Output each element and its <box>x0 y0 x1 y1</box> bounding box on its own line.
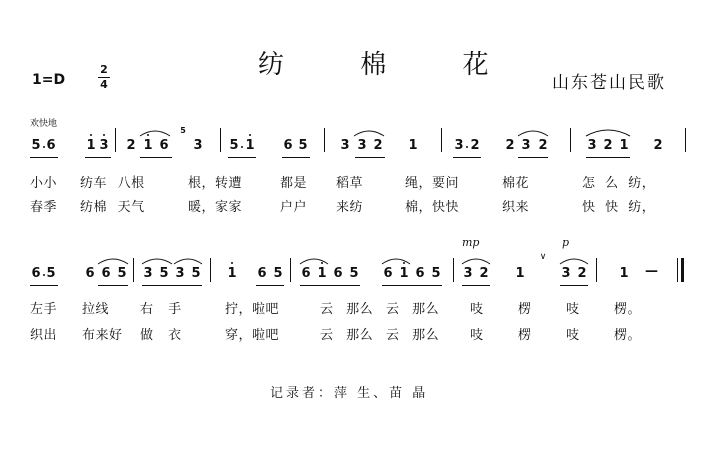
note: 6 <box>159 138 169 153</box>
note: 5 <box>349 266 359 281</box>
lyric: 稻草 <box>336 176 364 191</box>
note: 3 <box>193 138 203 153</box>
lyric: 云 那么 <box>320 328 374 343</box>
lyric: 来纺 <box>336 200 364 215</box>
note: 5 <box>431 266 441 281</box>
dynamic-mark: p <box>562 236 570 249</box>
note: 3 <box>463 266 473 281</box>
note: 1 <box>245 138 255 153</box>
lyric: 楞。 <box>614 328 642 343</box>
note: 3 <box>340 138 350 153</box>
note: 2 <box>603 138 613 153</box>
lyric: 拧，啦吧 <box>225 302 280 317</box>
song-origin: 山东苍山民歌 <box>552 73 666 93</box>
note: 1 <box>619 138 629 153</box>
lyric: 棉花 <box>502 176 530 191</box>
note: 5 <box>191 266 201 281</box>
note: 3 <box>454 138 464 153</box>
lyric: 做 衣 <box>140 328 182 343</box>
note: 5 <box>273 266 283 281</box>
tempo-marking: 欢快地 <box>30 119 58 129</box>
note: 3 <box>561 266 571 281</box>
dynamic-mark: mp <box>462 236 480 249</box>
note: 1 <box>619 266 629 281</box>
note: 2 <box>577 266 587 281</box>
lyric: 织来 <box>502 200 530 215</box>
lyric: 穿，啦吧 <box>225 328 280 343</box>
note: 1 <box>399 266 409 281</box>
breath-mark: ∨ <box>539 252 547 262</box>
lyric: 吱 <box>470 328 484 343</box>
note: 6 <box>31 266 41 281</box>
lyric: 右 手 <box>140 302 182 317</box>
note: 2 <box>373 138 383 153</box>
note: 2 <box>653 138 663 153</box>
lyric: 纺车 八根 <box>80 176 145 191</box>
lyric: 快 快 纺， <box>582 200 656 215</box>
lyric: 云 那么 <box>320 302 374 317</box>
note: 6 <box>283 138 293 153</box>
note: 5 <box>46 266 56 281</box>
lyric: 布来好 <box>82 328 123 343</box>
lyric: 云 那么 <box>386 302 440 317</box>
lyric: 户户 <box>280 200 308 215</box>
note: 5 <box>159 266 169 281</box>
lyric: 纺棉 天气 <box>80 200 145 215</box>
note: 6 <box>333 266 343 281</box>
key-signature: 1=D <box>32 72 66 88</box>
song-title: 纺 棉 花 <box>258 50 523 80</box>
lyric: 吱 <box>566 328 580 343</box>
note: 3 <box>521 138 531 153</box>
note: 3 <box>175 266 185 281</box>
lyric: 绳，要问 <box>405 176 460 191</box>
lyric: 楞 <box>518 302 532 317</box>
note: 1 <box>515 266 525 281</box>
note: 5 <box>117 266 127 281</box>
grace-note: 5 <box>180 126 186 135</box>
meter-bottom: 4 <box>100 78 108 91</box>
note: 3 <box>143 266 153 281</box>
note: 6 <box>301 266 311 281</box>
lyric: 云 那么 <box>386 328 440 343</box>
lyric: 棉，快快 <box>405 200 460 215</box>
meter-top: 2 <box>100 63 108 76</box>
note: 3 <box>357 138 367 153</box>
note: 5 <box>31 138 41 153</box>
lyric: 吱 <box>470 302 484 317</box>
lyric: 拉线 <box>82 302 110 317</box>
note: 2 <box>479 266 489 281</box>
note: 3 <box>99 138 109 153</box>
note: 1 <box>143 138 153 153</box>
note: 2 <box>505 138 515 153</box>
note: 5 <box>298 138 308 153</box>
lyric: 暖，家家 <box>188 200 243 215</box>
lyric: 怎 么 纺， <box>582 176 656 191</box>
lyric: 吱 <box>566 302 580 317</box>
note: 1 <box>86 138 96 153</box>
note: 6 <box>85 266 95 281</box>
note: 1 <box>227 266 237 281</box>
note: 2 <box>126 138 136 153</box>
lyric: 都是 <box>280 176 308 191</box>
note: 6 <box>383 266 393 281</box>
lyric: 春季 <box>30 200 58 215</box>
note: 6 <box>415 266 425 281</box>
note: 5 <box>229 138 239 153</box>
note: 2 <box>538 138 548 153</box>
lyric: 织出 <box>30 328 58 343</box>
lyric: 楞 <box>518 328 532 343</box>
note: 6 <box>101 266 111 281</box>
note: 1 <box>317 266 327 281</box>
note: 6 <box>46 138 56 153</box>
lyric: 左手 <box>30 302 58 317</box>
transcriber-credit: 记录者：萍 生、苗 晶 <box>270 386 429 401</box>
note: 2 <box>470 138 480 153</box>
lyric: 小小 <box>30 176 58 191</box>
note: 6 <box>257 266 267 281</box>
note: 3 <box>587 138 597 153</box>
note: 1 <box>408 138 418 153</box>
lyric: 楞。 <box>614 302 642 317</box>
sustain-dash: — <box>645 264 658 279</box>
lyric: 根，转遭 <box>188 176 243 191</box>
